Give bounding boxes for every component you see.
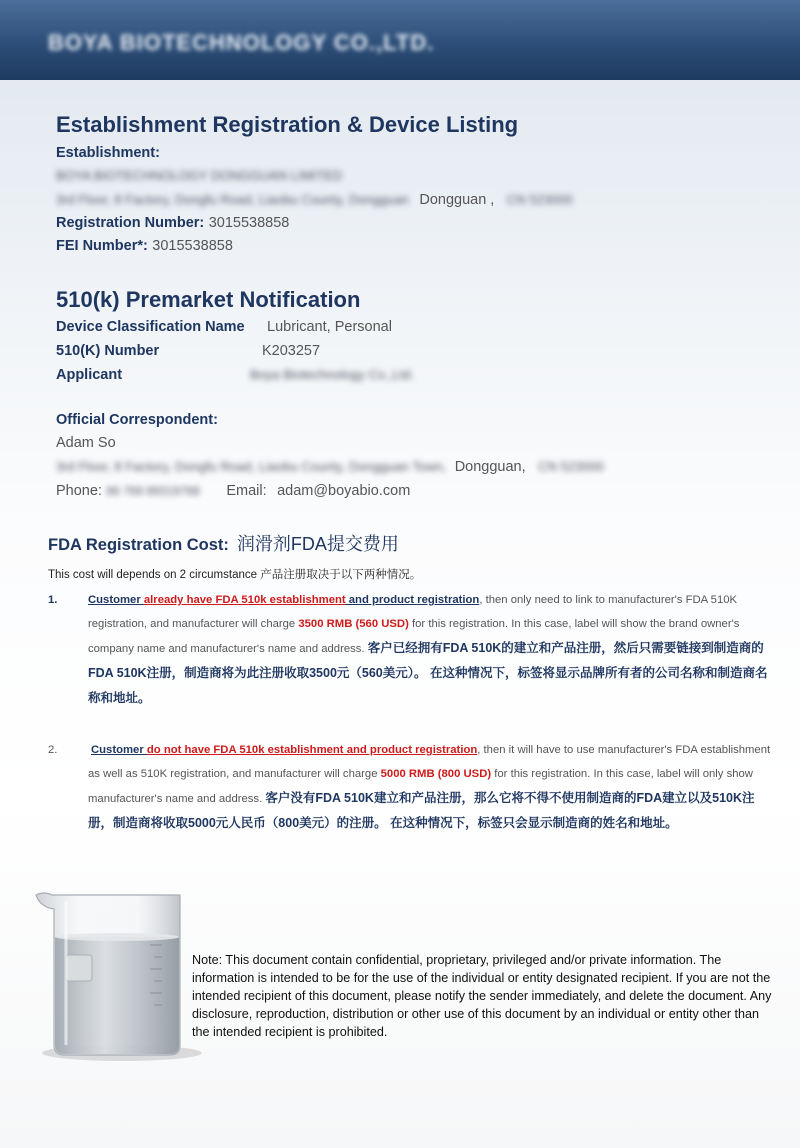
correspondent-zip-redacted: CN 523000 [538,459,604,474]
establishment-name-redacted: BOYA BIOTECHNOLOGY DONGGUAN LIMITED [56,168,343,183]
item2-text-b: for this registration. In this case, label will only show manufacturer's name and address. [88,768,753,805]
beaker-image [30,885,210,1065]
applicant-redacted: Boya Biotechnology Co.,Ltd. [250,367,415,382]
registration-number-row [56,214,289,232]
fei-number-row [56,237,233,255]
fei-number-value: 3015538858 [152,238,233,254]
registration-number-label: Registration Number: [56,215,205,231]
item1-chinese: 客户已经拥有FDA 510K的建立和产品注册，然后只需要链接到制造商的FDA 510K注册，制造商将为此注册收取3500元（560美元）。 在这种情况下，标签将显示品牌所有者的公司名称和制造商名称和地址。 [88,641,768,705]
establishment-city: Dongguan , [419,192,495,208]
item1-product-registration: and product registration [345,594,480,606]
correspondent-address-redacted: 3rd Floor, 8 Factory, Dongfu Road, Liaobu County, Dongguan Town, [56,459,447,474]
item1-already-have: already have FDA 510k establishment [143,594,346,606]
cost-title-en: FDA Registration Cost: [48,536,229,554]
registration-number-value: 3015538858 [208,215,290,231]
establishment-label: Establishment: [56,145,160,161]
cost-item-2-number: 2. [48,744,58,756]
classification-label: Device Classification Name [56,319,245,335]
correspondent-contact-row [56,482,410,500]
email-label: Email: [226,483,267,499]
correspondent-label: Official Correspondent: [56,412,218,428]
confidentiality-note: Note: This document contain confidential, proprietary, privileged and/or private information. The information is intended to be for the use of the individual or entity designated recipient. If you are not the intended recipient of this document, please notify the sender immediately, and delete the document. Any disclosure, reproduction, distribution or other use of this document by an individual or entity other than the intended recipient is prohibited. [192,953,772,1039]
510k-number-label: 510(K) Number [56,343,160,359]
item1-price: 3500 RMB (560 USD) [298,618,409,630]
classification-value: Lubricant, Personal [267,319,392,335]
item2-customer: Customer [91,744,147,756]
item1-text-a: , then only need to link to manufacturer's FDA 510K registration, and manufacturer will charge [88,594,738,630]
correspondent-city: Dongguan, [454,459,526,475]
cost-item-1 [48,588,778,711]
cost-item-1-body [88,588,778,711]
item2-chinese: 客户没有FDA 510K建立和产品注册，那么它将不得不使用制造商的FDA建立以及510K注册，制造商将收取5000元人民币（800美元）的注册。 在这种情况下，标签只会显示制造商的姓名和地址。 [88,791,755,830]
header-band [0,0,800,80]
company-name: BOYA BIOTECHNOLOGY CO.,LTD. [48,30,435,55]
correspondent-name: Adam So [56,435,116,451]
item1-customer: Customer [88,594,144,606]
item2-text-a: , then it will have to use manufacturer's FDA establishment as well as 510K registration, and manufacturer will charge [88,744,771,780]
cost-intro: This cost will depends on 2 circumstance 产品注册取决于以下两种情况。 [48,569,422,581]
item2-price: 5000 RMB (800 USD) [380,768,492,780]
establishment-title: Establishment Registration & Device Listing [56,112,519,137]
premarket-title: 510(k) Premarket Notification [56,287,361,312]
cost-item-1-number: 1. [48,594,58,606]
email-value: adam@boyabio.com [277,483,411,499]
fei-number-label: FEI Number*: [56,238,148,254]
establishment-address-line [56,191,573,209]
cost-item-2 [48,738,778,836]
correspondent-address-line [56,458,604,476]
phone-redacted: 86 769 89319768 [106,484,200,498]
item2-do-not-have: do not have FDA 510k establishment and product registration [146,744,478,756]
510k-number-value: K203257 [262,343,321,359]
phone-label: Phone: [56,483,102,499]
cost-item-2-body [88,738,778,836]
item1-text-b: for this registration. In this case, label will show the brand owner's company name and manufacturer's name and address. [88,618,740,655]
applicant-label: Applicant [56,367,123,383]
cost-title-cn: 润滑剂FDA提交费用 [236,534,399,554]
establishment-address-redacted: 3rd Floor, 8 Factory, Dongfu Road, Liaobu County, Dongguan [56,192,409,207]
cost-title [48,530,399,556]
establishment-zip-redacted: CN 523000 [506,192,573,207]
